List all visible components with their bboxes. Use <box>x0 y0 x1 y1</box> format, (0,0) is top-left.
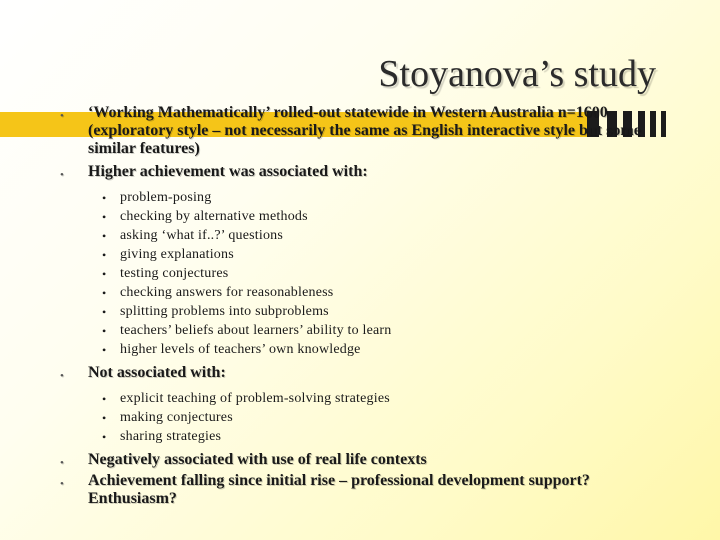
sub-bullet-dot-icon: • <box>102 210 107 224</box>
bullet-text: Achievement falling since initial rise – professional development support? Enthusiasm? <box>88 472 590 507</box>
sub-bullet-dot-icon: • <box>102 305 107 319</box>
sub-bullet-text: higher levels of teachers’ own knowledge <box>120 342 361 357</box>
sub-bullet <box>60 264 660 283</box>
bullet-negatively-associated <box>60 451 660 469</box>
sub-bullet-dot-icon: • <box>102 267 107 281</box>
sub-bullet <box>60 302 660 321</box>
sub-bullet-dot-icon: • <box>102 248 107 262</box>
bullet-text: Negatively associated with use of real life contexts <box>88 451 427 468</box>
sub-bullet <box>60 188 660 207</box>
sub-bullet-dot-icon: • <box>102 191 107 205</box>
sub-bullet-dot-icon: • <box>102 411 107 425</box>
sub-bullet-dot-icon: • <box>102 286 107 300</box>
sub-bullet <box>60 283 660 302</box>
sub-bullet-text: splitting problems into subproblems <box>120 304 329 319</box>
bullet-dot-icon: • <box>60 478 64 490</box>
bullet-dot-icon: • <box>60 110 64 122</box>
sub-bullet-text: sharing strategies <box>120 429 222 444</box>
bullet-dot-icon: • <box>60 169 64 181</box>
bullet-text: ‘Working Mathematically’ rolled-out statewide in Western Australia n=1600 (exploratory style – not necessarily the same as English interactive style but some similar features) <box>88 104 641 157</box>
bullet-higher-achievement <box>60 163 660 181</box>
sub-bullet <box>60 389 660 408</box>
bullet-dot-icon: • <box>60 457 64 469</box>
sub-bullet-dot-icon: • <box>102 324 107 338</box>
sub-bullet <box>60 321 660 340</box>
bullet-rollout <box>60 104 660 158</box>
sub-bullet-dot-icon: • <box>102 430 107 444</box>
sub-bullet <box>60 340 660 359</box>
sub-bullet <box>60 408 660 427</box>
sub-bullet <box>60 245 660 264</box>
slide-body <box>60 104 660 508</box>
sub-bullet-text: checking by alternative methods <box>120 209 308 224</box>
bullet-text: Not associated with: <box>88 364 226 381</box>
sub-bullet-dot-icon: • <box>102 229 107 243</box>
sub-bullet <box>60 427 660 446</box>
slide-title: Stoyanova’s study <box>378 53 656 95</box>
sub-bullet-text: problem-posing <box>120 190 212 205</box>
sub-bullet-text: explicit teaching of problem-solving strategies <box>120 391 390 406</box>
sub-bullet <box>60 207 660 226</box>
sub-bullet-text: teachers’ beliefs about learners’ ability to learn <box>120 323 392 338</box>
sub-bullet <box>60 226 660 245</box>
sub-bullet-dot-icon: • <box>102 392 107 406</box>
bullet-not-associated <box>60 364 660 382</box>
sub-bullet-text: making conjectures <box>120 410 233 425</box>
bullet-text: Higher achievement was associated with: <box>88 163 368 180</box>
sub-bullet-text: asking ‘what if..?’ questions <box>120 228 284 243</box>
sub-bullet-dot-icon: • <box>102 343 107 357</box>
sub-bullet-text: testing conjectures <box>120 266 229 281</box>
sub-bullet-text: checking answers for reasonableness <box>120 285 334 300</box>
bullet-achievement-falling <box>60 472 660 508</box>
sub-bullet-text: giving explanations <box>120 247 234 262</box>
bullet-dot-icon: • <box>60 370 64 382</box>
